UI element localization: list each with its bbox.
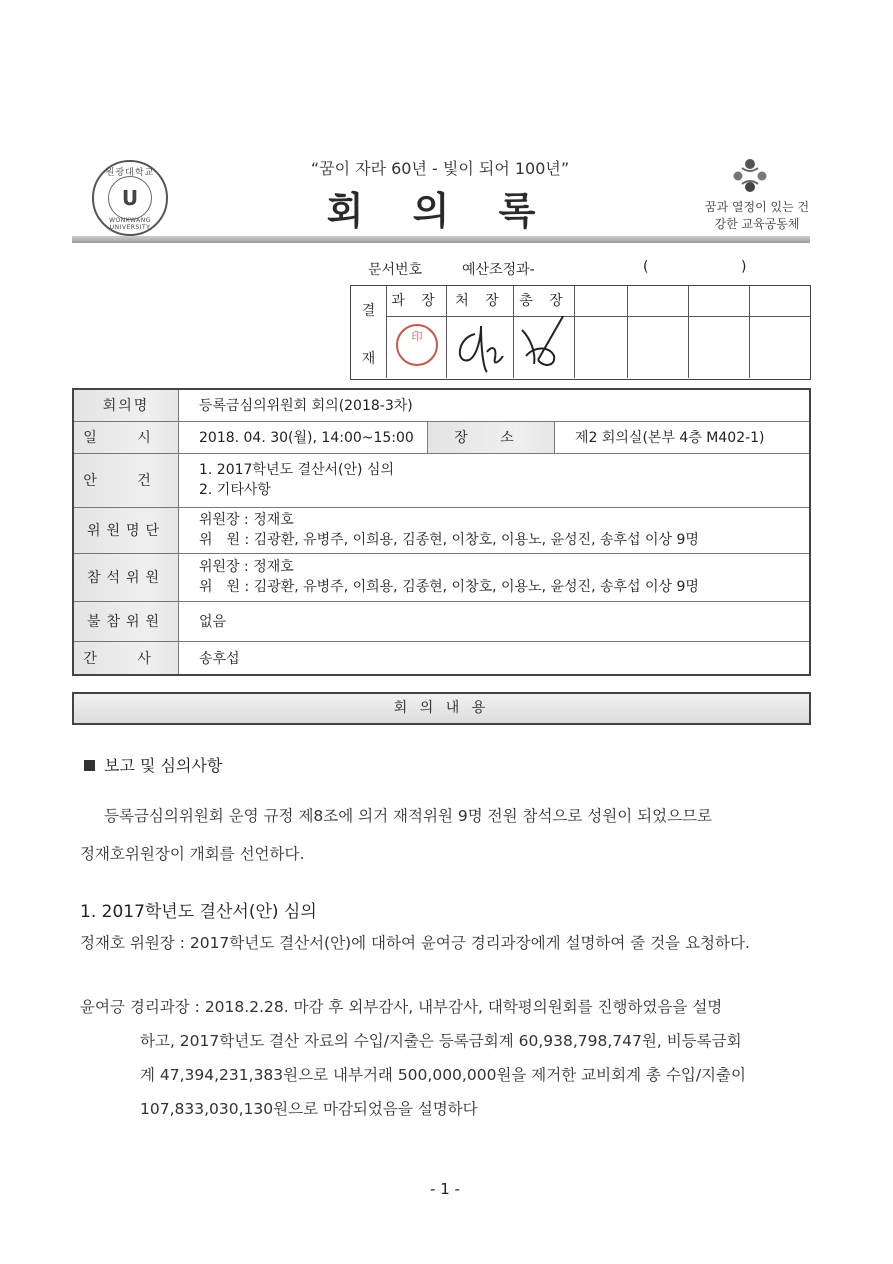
logo-ring-bottom-text: WONKWANG UNIVERSITY bbox=[109, 217, 151, 231]
slogan: “꿈이 자라 60년 - 빛이 되어 100년” bbox=[310, 159, 570, 178]
page-number: - 1 - bbox=[430, 1180, 460, 1198]
row-datetime bbox=[73, 421, 810, 453]
header-divider bbox=[72, 236, 810, 243]
content-section-header: 회 의 내 용 bbox=[72, 692, 811, 725]
attendees-chair: 위원장 : 정재호 bbox=[199, 559, 294, 575]
datetime-label: 일 시 bbox=[73, 421, 179, 453]
agenda-cell bbox=[179, 453, 811, 507]
approval-col-section-chief bbox=[386, 286, 447, 378]
meeting-info-table bbox=[72, 388, 811, 676]
meeting-place: 제2 회의실(본부 4층 M402-1) bbox=[555, 421, 811, 453]
approval-stamp: 印 bbox=[396, 324, 438, 366]
community-logo-text: 꿈과 열정이 있는 건강한 교육공동체 bbox=[704, 200, 810, 231]
agenda-subtitle: 1. 2017학년도 결산서(안) 심의 bbox=[80, 902, 317, 922]
university-logo bbox=[92, 160, 168, 236]
square-bullet-icon bbox=[84, 760, 95, 771]
attendees-cell bbox=[179, 553, 811, 601]
secretary-value: 송후섭 bbox=[179, 641, 811, 675]
approval-box bbox=[350, 285, 811, 380]
row-meeting-name bbox=[73, 389, 810, 421]
agenda-item: 1. 2017학년도 결산서(안) 심의 bbox=[199, 462, 394, 478]
section-title-text: 보고 및 심의사항 bbox=[104, 756, 223, 775]
members-cell bbox=[179, 507, 811, 553]
approval-col-header bbox=[750, 286, 810, 317]
members-label: 위원명단 bbox=[73, 507, 179, 553]
paragraph-opening-line1: 등록금심의위원회 운영 규정 제8조에 의거 재적위원 9명 전원 참석으로 성원이 되었으므로 bbox=[104, 807, 713, 825]
paragraph-report-line3: 계 47,394,231,383원으로 내부거래 500,000,000원을 제거한 교비회계 총 수입/지출이 bbox=[140, 1066, 746, 1084]
row-members bbox=[73, 507, 810, 553]
approval-col-empty bbox=[689, 286, 750, 378]
meeting-name: 등록금심의위원회 회의(2018-3차) bbox=[179, 389, 811, 421]
logo-emblem: U bbox=[108, 176, 152, 220]
approval-col-header: 총 장 bbox=[514, 286, 574, 317]
approval-col-header: 과 장 bbox=[386, 286, 446, 317]
doc-number-label: 문서번호 bbox=[368, 262, 423, 278]
approval-col-president bbox=[514, 286, 575, 378]
row-agenda bbox=[73, 453, 810, 507]
row-secretary bbox=[73, 641, 810, 675]
paragraph-report-line2: 하고, 2017학년도 결산 자료의 수입/지출은 등록금회계 60,938,798,747원, 비등록금회 bbox=[140, 1032, 742, 1050]
signature-president-icon bbox=[514, 316, 574, 376]
approval-col-header: 처 장 bbox=[447, 286, 513, 317]
absent-label: 불참위원 bbox=[73, 601, 179, 641]
absent-value: 없음 bbox=[179, 601, 811, 641]
doc-number-paren-close: ) bbox=[741, 259, 747, 275]
logo-ring-top-text: 원광대학교 bbox=[105, 168, 155, 178]
agenda-label: 안 건 bbox=[73, 453, 179, 507]
approval-col-empty bbox=[750, 286, 810, 378]
doc-number-paren-open: ( bbox=[643, 259, 649, 275]
secretary-label: 간 사 bbox=[73, 641, 179, 675]
paragraph-opening-line2: 정재호위원장이 개회를 선언하다. bbox=[80, 845, 305, 863]
approval-col-director bbox=[447, 286, 514, 378]
approval-col-header bbox=[689, 286, 749, 317]
doc-number-value: 예산조정과- bbox=[462, 262, 535, 278]
approval-side-top: 결 bbox=[361, 303, 376, 319]
row-absent bbox=[73, 601, 810, 641]
approval-col-header bbox=[628, 286, 688, 317]
page-title: 회 의 록 bbox=[326, 189, 554, 233]
community-logo-icon bbox=[728, 156, 772, 196]
members-list: 위 원 : 김광환, 유병주, 이희용, 김종현, 이창호, 이용노, 윤성진, 송후섭 이상 9명 bbox=[199, 532, 699, 548]
approval-col-empty bbox=[628, 286, 689, 378]
approval-col-header bbox=[575, 286, 627, 317]
paragraph-report-line1: 윤여긍 경리과장 : 2018.2.28. 마감 후 외부감사, 내부감사, 대학평의원회를 진행하였음을 설명 bbox=[80, 998, 723, 1016]
approval-side-label bbox=[351, 286, 387, 378]
signature-director-icon bbox=[447, 316, 513, 376]
approval-side-bottom: 재 bbox=[361, 351, 376, 367]
section-title bbox=[84, 753, 222, 776]
place-label: 장 소 bbox=[428, 421, 555, 453]
attendees-list: 위 원 : 김광환, 유병주, 이희용, 김종현, 이창호, 이용노, 윤성진, 송후섭 이상 9명 bbox=[199, 579, 699, 595]
paragraph-report-line4: 107,833,030,130원으로 마감되었음을 설명하다 bbox=[140, 1100, 478, 1118]
meeting-name-label: 회의명 bbox=[73, 389, 179, 421]
attendees-label: 참석위원 bbox=[73, 553, 179, 601]
meeting-datetime: 2018. 04. 30(월), 14:00~15:00 bbox=[179, 421, 428, 453]
row-attendees bbox=[73, 553, 810, 601]
approval-col-empty bbox=[575, 286, 628, 378]
paragraph-chair-request: 정재호 위원장 : 2017학년도 결산서(안)에 대하여 윤여긍 경리과장에게 설명하여 줄 것을 요청하다. bbox=[80, 934, 750, 952]
members-chair: 위원장 : 정재호 bbox=[199, 512, 294, 528]
agenda-item: 2. 기타사항 bbox=[199, 482, 271, 498]
